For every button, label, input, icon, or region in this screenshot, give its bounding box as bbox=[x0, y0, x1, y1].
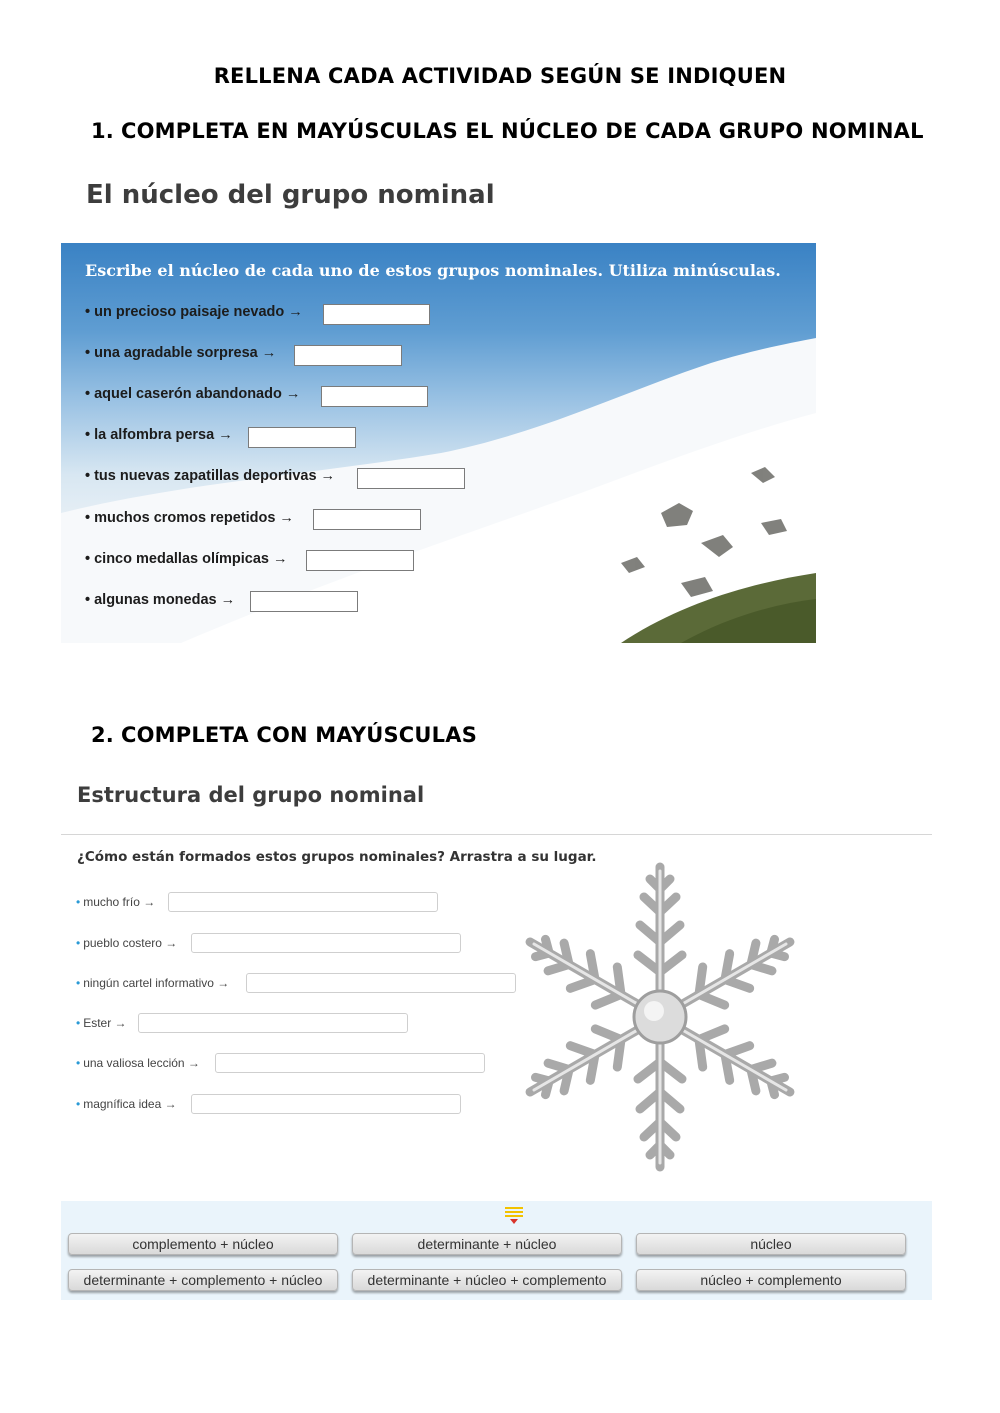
option-chip[interactable]: complemento + núcleo bbox=[68, 1233, 338, 1255]
list-item-label: pueblo costero → bbox=[83, 936, 178, 950]
list-item: • muchos cromos repetidos → bbox=[85, 510, 294, 526]
word-bank bbox=[61, 1201, 932, 1300]
option-chip[interactable]: núcleo + complemento bbox=[636, 1269, 906, 1291]
answer-input-1[interactable] bbox=[323, 304, 430, 325]
list-item: • mucho frío → bbox=[76, 895, 156, 909]
answer-input-3[interactable] bbox=[321, 386, 428, 407]
activity1-subtitle: El núcleo del grupo nominal bbox=[86, 180, 495, 210]
divider bbox=[61, 834, 932, 835]
list-item: • ningún cartel informativo → bbox=[76, 976, 230, 990]
drop-zone-3[interactable] bbox=[246, 973, 516, 993]
option-chip[interactable]: núcleo bbox=[636, 1233, 906, 1255]
option-chip[interactable]: determinante + complemento + núcleo bbox=[68, 1269, 338, 1291]
list-item-label: mucho frío → bbox=[83, 895, 156, 909]
list-item: • cinco medallas olímpicas → bbox=[85, 551, 288, 567]
snowflake-icon bbox=[510, 855, 810, 1180]
list-item: • una valiosa lección → bbox=[76, 1056, 200, 1070]
activity2-question: ¿Cómo están formados estos grupos nominales? Arrastra a su lugar. bbox=[77, 849, 597, 865]
list-item-label: magnífica idea → bbox=[83, 1097, 177, 1111]
list-item: • pueblo costero → bbox=[76, 936, 178, 950]
answer-input-7[interactable] bbox=[306, 550, 414, 571]
activity1-instruction: Escribe el núcleo de cada uno de estos grupos nominales. Utiliza minúsculas. bbox=[85, 261, 781, 280]
answer-input-5[interactable] bbox=[357, 468, 465, 489]
drop-zone-6[interactable] bbox=[191, 1094, 461, 1114]
list-item: • la alfombra persa → bbox=[85, 427, 233, 443]
list-item: • un precioso paisaje nevado → bbox=[85, 304, 303, 320]
answer-input-8[interactable] bbox=[250, 591, 358, 612]
activity2-subtitle: Estructura del grupo nominal bbox=[77, 783, 425, 807]
answer-input-2[interactable] bbox=[294, 345, 402, 366]
list-item: • magnífica idea → bbox=[76, 1097, 177, 1111]
list-item: • aquel caserón abandonado → bbox=[85, 386, 301, 402]
list-item: • Ester → bbox=[76, 1016, 127, 1030]
snowy-mountain-background bbox=[61, 243, 816, 643]
list-item: • tus nuevas zapatillas deportivas → bbox=[85, 468, 336, 484]
answer-input-4[interactable] bbox=[248, 427, 356, 448]
drag-handle-icon[interactable] bbox=[503, 1205, 525, 1225]
answer-input-6[interactable] bbox=[313, 509, 421, 530]
list-item-label: ningún cartel informativo → bbox=[83, 976, 230, 990]
drop-zone-5[interactable] bbox=[215, 1053, 485, 1073]
activity1-panel bbox=[61, 243, 816, 643]
drop-zone-2[interactable] bbox=[191, 933, 461, 953]
list-item-label: Ester → bbox=[83, 1016, 127, 1030]
list-item-label: una valiosa lección → bbox=[83, 1056, 200, 1070]
list-item: • una agradable sorpresa → bbox=[85, 345, 277, 361]
drop-zone-4[interactable] bbox=[138, 1013, 408, 1033]
page-title: RELLENA CADA ACTIVIDAD SEGÚN SE INDIQUEN bbox=[213, 64, 787, 88]
activity2-heading: COMPLETA CON MAYÚSCULAS bbox=[121, 723, 478, 747]
activity1-heading: COMPLETA EN MAYÚSCULAS EL NÚCLEO DE CADA GRUPO NOMINAL bbox=[121, 119, 924, 143]
option-chip[interactable]: determinante + núcleo + complemento bbox=[352, 1269, 622, 1291]
activity1-number: 1. bbox=[91, 119, 114, 143]
drop-zone-1[interactable] bbox=[168, 892, 438, 912]
option-chip[interactable]: determinante + núcleo bbox=[352, 1233, 622, 1255]
activity2-number: 2. bbox=[91, 723, 114, 747]
list-item: • algunas monedas → bbox=[85, 592, 236, 608]
